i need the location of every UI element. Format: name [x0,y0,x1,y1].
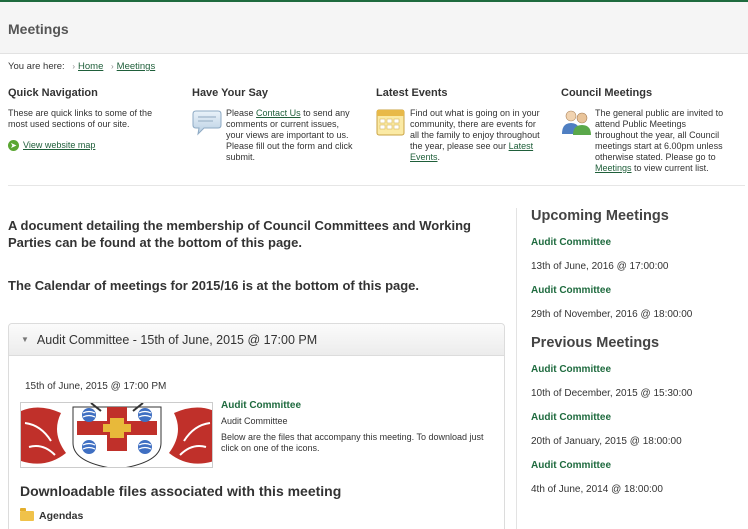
meetings-link[interactable]: Meetings [595,163,632,173]
quick-navigation-title: Quick Navigation [8,87,98,99]
meeting-accordion [8,323,505,529]
accordion-header[interactable] [9,324,504,356]
page-title: Meetings [8,21,69,37]
breadcrumb [8,61,155,72]
meeting-instructions: Below are the files that accompany this meeting. To download just click on one of the icons. [221,432,484,453]
quick-navigation-text: These are quick links to some of the most used sections of our site. [8,108,153,129]
previous-meeting-link[interactable]: Audit Committee [531,364,611,375]
council-meetings-text-end: to view current list. [634,163,709,173]
latest-events-link[interactable]: Latest Events [410,141,534,162]
calendar-icon [376,108,406,136]
folder-icon [20,511,34,521]
triangle-down-icon: ▼ [21,335,29,344]
sidebar-divider [516,208,517,529]
latest-events-text-end: . [437,152,441,162]
breadcrumb-meetings-link[interactable]: Meetings [116,61,156,72]
breadcrumb-prefix: You are here: [8,61,65,72]
previous-meeting-date: 20th of January, 2015 @ 18:00:00 [531,436,682,447]
have-your-say-title: Have Your Say [192,87,269,99]
have-your-say-text-before: Please [226,108,254,118]
arrow-right-icon: ➤ [8,140,19,151]
page-header [0,0,748,54]
view-website-map-label[interactable]: View website map [23,140,96,150]
meetings-sidebar [531,208,741,508]
section-divider [8,185,745,186]
upcoming-meeting-date: 29th of November, 2016 @ 18:00:00 [531,309,693,320]
speech-bubble-icon [192,108,222,136]
upcoming-meeting-link[interactable]: Audit Committee [531,237,611,248]
contact-us-link[interactable]: Contact Us [256,108,301,118]
previous-meeting-link[interactable]: Audit Committee [531,412,611,423]
previous-meetings-title: Previous Meetings [531,335,660,351]
have-your-say-panel [192,88,358,163]
meeting-title-link[interactable]: Audit Committee [221,400,301,411]
quick-navigation-panel [8,88,168,151]
latest-events-panel [376,88,542,163]
upcoming-meetings-title: Upcoming Meetings [531,208,669,224]
calendar-note: The Calendar of meetings for 2015/16 is at the bottom of this page. [8,278,420,293]
previous-meeting-date: 4th of June, 2014 @ 18:00:00 [531,484,663,495]
council-crest-image [20,402,213,468]
previous-meeting-date: 10th of December, 2015 @ 15:30:00 [531,388,693,399]
upcoming-meeting-date: 13th of June, 2016 @ 17:00:00 [531,261,669,272]
upcoming-meeting-link[interactable]: Audit Committee [531,285,611,296]
have-your-say-text-after: to send any comments or current issues, your views are important to us. Please fill out the form and click submit. [226,108,353,162]
latest-events-text-body: Find out what is going on in your community, there are events for all the family to enjoy throughout the year, please see our [410,108,540,151]
meeting-date: 15th of June, 2015 @ 17:00 PM [25,381,167,392]
agendas-label: Agendas [39,510,84,522]
latest-events-title: Latest Events [376,87,448,99]
breadcrumb-home-link[interactable]: Home [78,61,104,72]
view-website-map-link[interactable] [8,140,168,151]
people-icon [561,108,591,136]
council-meetings-text-body: The general public are invited to attend Public Meetings throughout the year, all Council meetings start at 6.00pm unless otherwise stated. Please go to [595,108,724,162]
council-meetings-title: Council Meetings [561,87,653,99]
meeting-subtitle: Audit Committee [221,416,288,426]
main-content [8,217,503,293]
downloads-heading: Downloadable files associated with this meeting [20,483,342,499]
previous-meeting-link[interactable]: Audit Committee [531,460,611,471]
chevron-right-icon: › [111,62,114,71]
accordion-header-label: Audit Committee - 15th of June, 2015 @ 17:00 PM [36,332,318,347]
chevron-right-icon: › [72,62,76,71]
meeting-details [221,400,491,454]
agendas-folder[interactable] [20,510,83,522]
membership-note: A document detailing the membership of Council Committees and Working Parties can be found at the bottom of this page. [8,218,471,250]
council-meetings-panel [561,88,727,174]
